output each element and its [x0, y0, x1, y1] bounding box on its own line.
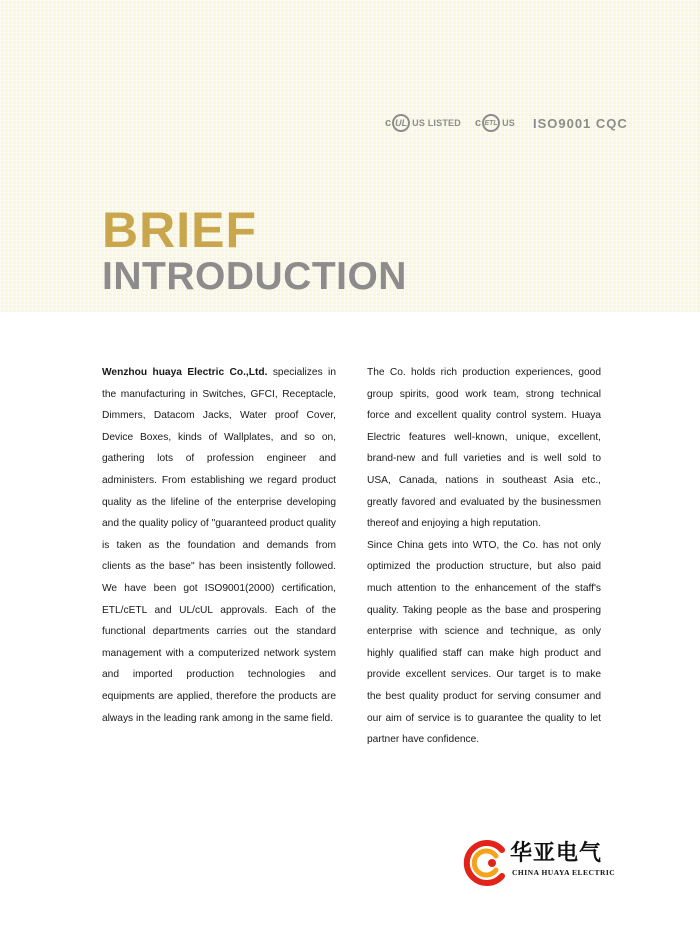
huaya-logo-icon — [462, 840, 508, 886]
logo-english-text: CHINA HUAYA ELECTRIC — [512, 868, 616, 877]
page-title-introduction: INTRODUCTION — [102, 255, 407, 298]
ul-prefix: c — [385, 117, 392, 129]
page-title-brief: BRIEF — [102, 202, 257, 258]
etl-mark — [475, 114, 515, 132]
ul-suffix: US LISTED — [412, 118, 461, 128]
certification-row — [385, 110, 628, 136]
right-paragraph-1: The Co. holds rich production experiences, good group spirits, good work team, strong technical force and excellent quality control system. Huaya Electric features well-known, unique, excellent, brand-new and full varieties and is well sold to USA, Canada, nations in southeast Asia etc., greatly favored and evaluated by the businessmen thereof and enjoying a high reputation. — [367, 367, 601, 530]
left-paragraph — [102, 362, 336, 729]
ul-listed-mark — [385, 114, 461, 132]
ul-logo-icon: UL — [392, 114, 410, 132]
logo-chinese-text: 华亚电气 — [510, 840, 603, 865]
standards-text: ISO9001 CQC — [532, 115, 628, 131]
etl-prefix: c — [474, 117, 482, 129]
company-name: Wenzhou huaya Electric Co.,Ltd. — [102, 367, 268, 378]
etl-logo-icon: ETL — [482, 114, 500, 132]
right-text-column — [367, 362, 601, 751]
etl-suffix: US — [502, 118, 515, 128]
left-text-column — [102, 362, 336, 729]
company-logo — [462, 838, 632, 888]
left-paragraph-text: specializes in the manufacturing in Switches, GFCI, Receptacle, Dimmers, Datacom Jacks, Water proof Cover, Device Boxes, kinds of Wallplates, and so on, gathering lots of profession engineer and administers. From establishing we regard product quality as the lifeline of the enterprise developing and the quality policy of "guaranteed product quality is taken as the foundation and demands from clients as the base" has been insistently followed. We have been got ISO9001(2000) certification, ETL/cETL and UL/cUL approvals. Each of the functional departments carries out the standard management with a computerized network system and imported production technologies and equipments are applied, therefore the products are always in the leading rank among in the same field. — [102, 367, 336, 724]
right-paragraph-2: Since China gets into WTO, the Co. has not only optimized the production structure, but also paid much attention to the enhancement of the staff's quality. Taking people as the base and prospering enterprise with science and technique, as only highly qualified staff can make high product and provide excellent services. Our target is to make the best quality product for serving consumer and our aim of service is to guarantee the quality to let partner have confidence. — [367, 539, 601, 746]
